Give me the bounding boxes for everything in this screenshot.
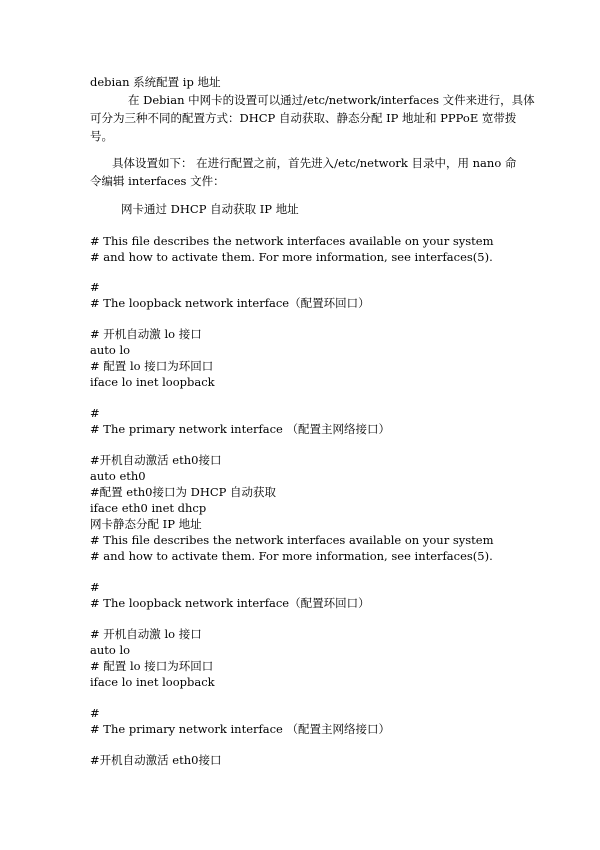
code-line: # The primary network interface （配置主网络接口） bbox=[90, 422, 391, 436]
static-heading: 网卡静态分配 IP 地址 bbox=[90, 517, 202, 531]
code-line: #配置 eth0接口为 DHCP 自动获取 bbox=[90, 485, 277, 499]
code-line: auto lo bbox=[90, 343, 131, 357]
document-title: debian 系统配置 ip 地址 bbox=[90, 75, 221, 89]
intro-line-3: 号。 bbox=[90, 129, 113, 143]
code-line: # This file describes the network interfaces available on your system bbox=[90, 533, 494, 547]
code-line: # bbox=[90, 580, 100, 594]
code-line: iface lo inet loopback bbox=[90, 675, 215, 689]
code-line: # and how to activate them. For more information, see interfaces(5). bbox=[90, 549, 493, 563]
code-line: # and how to activate them. For more information, see interfaces(5). bbox=[90, 250, 493, 264]
intro-line-2: 可分为三种不同的配置方式：DHCP 自动获取、静态分配 IP 地址和 PPPoE 宽带拨 bbox=[90, 111, 517, 125]
code-line: #开机自动激活 eth0接口 bbox=[90, 753, 222, 767]
code-line: # 配置 lo 接口为环回口 bbox=[90, 359, 214, 373]
setup-line-2: 令编辑 interfaces 文件： bbox=[90, 174, 225, 188]
dhcp-heading: 网卡通过 DHCP 自动获取 IP 地址 bbox=[121, 202, 299, 216]
setup-line-1: 具体设置如下： 在进行配置之前，首先进入/etc/network 目录中，用 nano 命 bbox=[112, 156, 517, 170]
code-line: iface eth0 inet dhcp bbox=[90, 501, 207, 515]
code-line: iface lo inet loopback bbox=[90, 375, 215, 389]
code-line: #开机自动激活 eth0接口 bbox=[90, 453, 222, 467]
code-line: # bbox=[90, 706, 100, 720]
code-line: # The primary network interface （配置主网络接口） bbox=[90, 722, 391, 736]
code-line: # The loopback network interface（配置环回口） bbox=[90, 296, 370, 310]
code-line: auto eth0 bbox=[90, 469, 146, 483]
code-line: # This file describes the network interfaces available on your system bbox=[90, 234, 494, 248]
code-line: # bbox=[90, 280, 100, 294]
intro-line-1: 在 Debian 中网卡的设置可以通过/etc/network/interfaces 文件来进行，具体 bbox=[128, 93, 535, 107]
code-line: # 开机自动激 lo 接口 bbox=[90, 327, 202, 341]
code-line: # 配置 lo 接口为环回口 bbox=[90, 659, 214, 673]
code-line: # 开机自动激 lo 接口 bbox=[90, 627, 202, 641]
code-line: # bbox=[90, 406, 100, 420]
code-line: auto lo bbox=[90, 643, 131, 657]
code-line: # The loopback network interface（配置环回口） bbox=[90, 596, 370, 610]
